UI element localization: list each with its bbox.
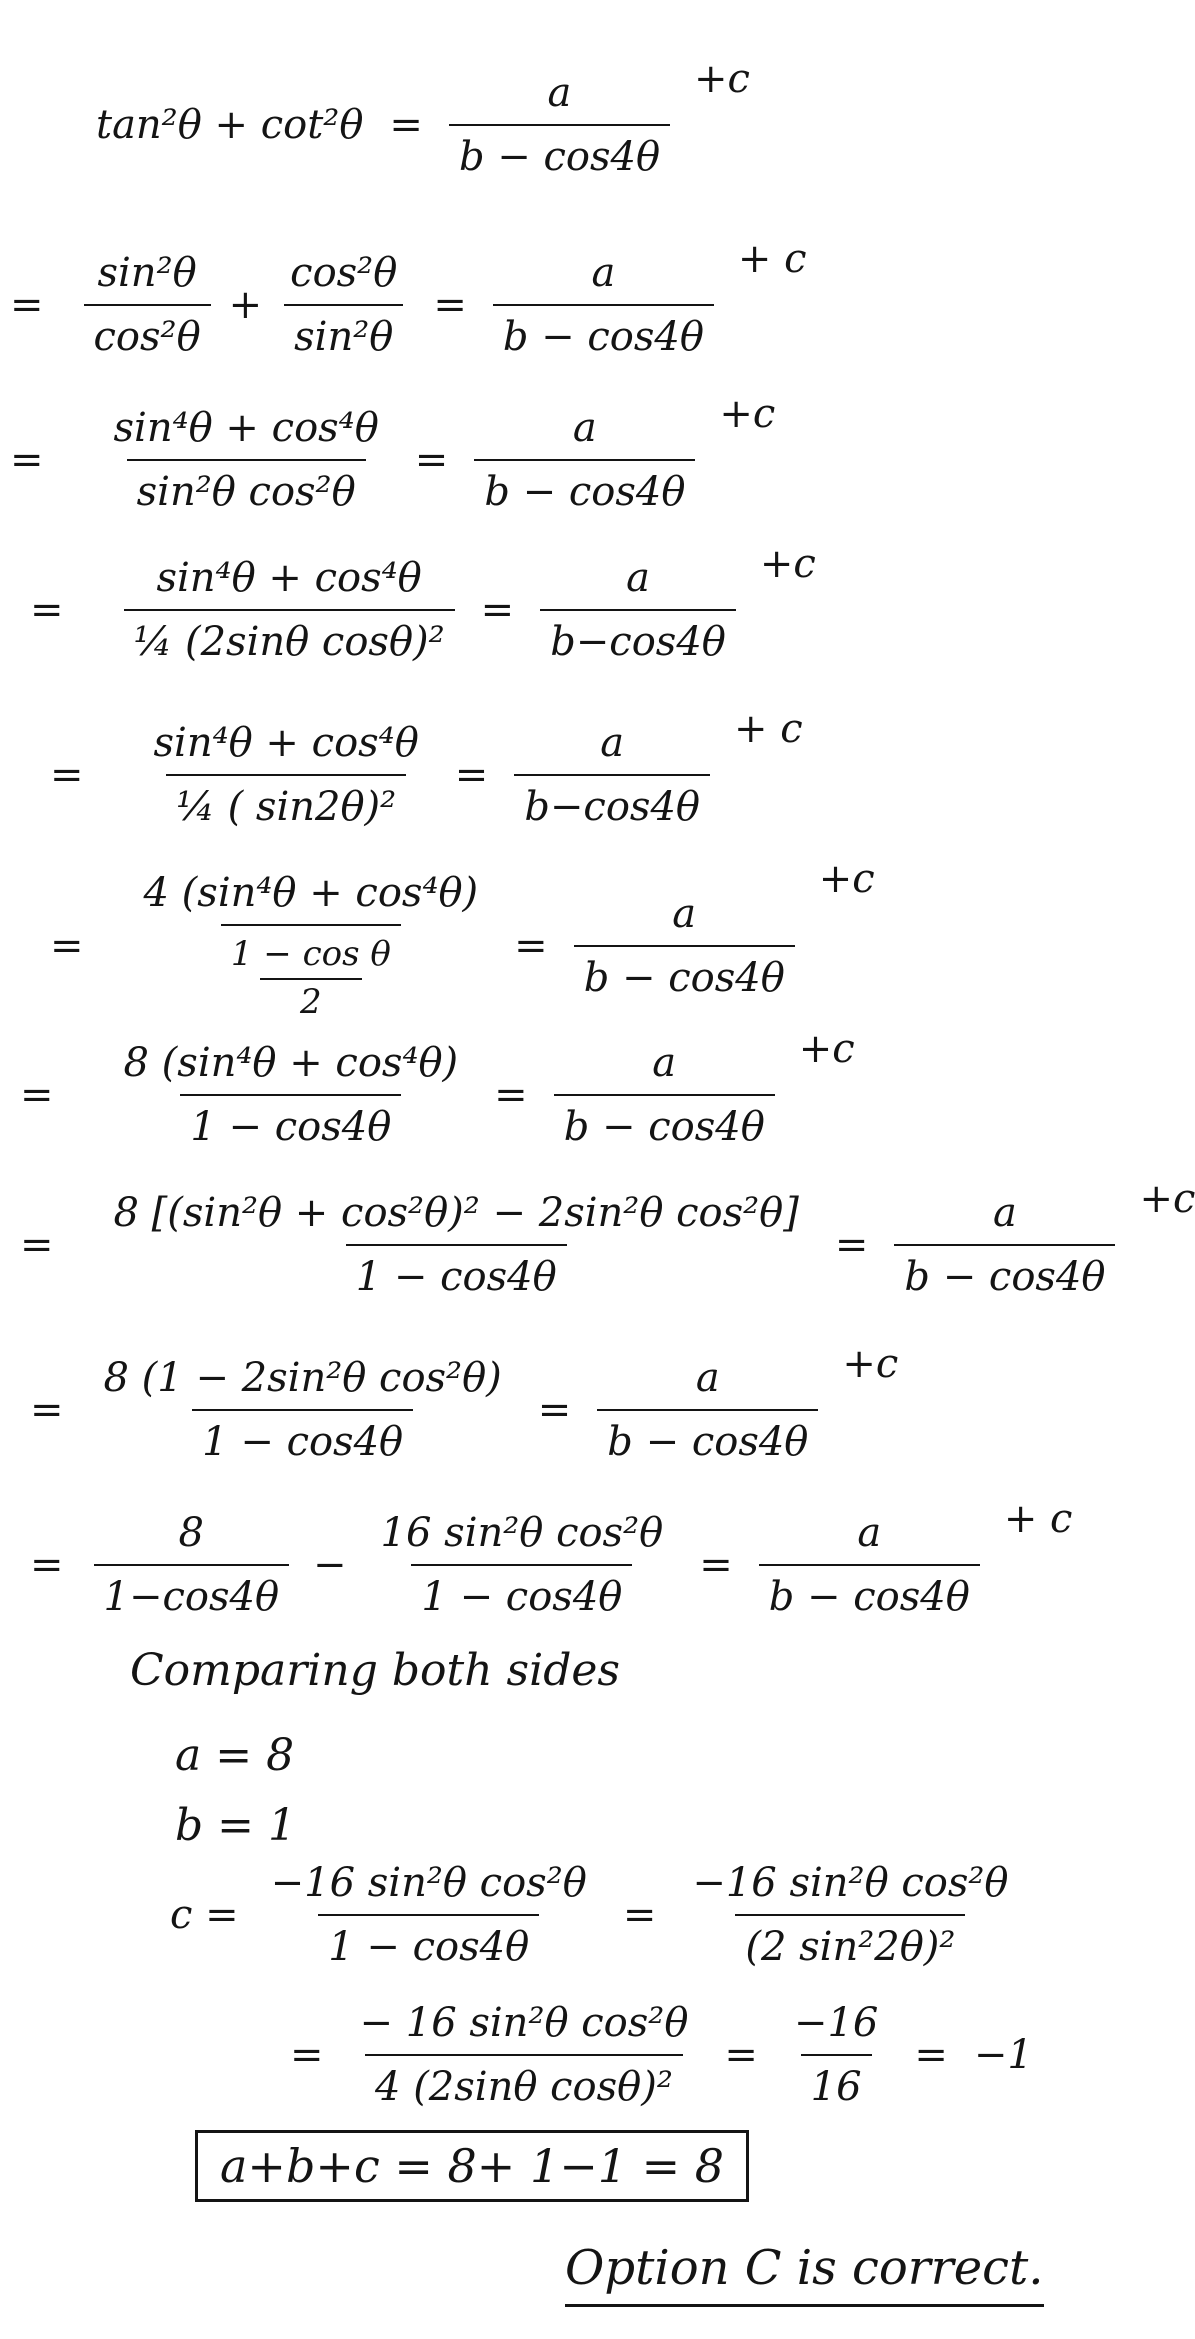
rhs-numerator: a	[547, 70, 572, 116]
lhs-fraction	[104, 1190, 809, 1300]
equation-line-step-5	[50, 856, 875, 1022]
equation-line-step-1	[10, 236, 807, 360]
equals-sign: =	[10, 282, 44, 328]
denominator: 1 − cos4θ	[346, 1244, 567, 1300]
denominator: 1 − cos4θ	[192, 1409, 413, 1465]
rhs-numerator: a	[572, 405, 597, 451]
equals-sign: =	[537, 1387, 572, 1433]
equals-sign: =	[10, 437, 44, 483]
rhs-constant: + c	[733, 706, 803, 752]
denominator: 1 − cos4θ	[411, 1564, 632, 1620]
inner-denominator: 2	[260, 978, 362, 1022]
equals-sign: =	[414, 437, 449, 483]
rhs-fraction	[574, 891, 795, 1001]
lhs-fraction-1	[84, 250, 211, 360]
lhs-fraction-2	[280, 250, 407, 360]
numerator: −16 sin²θ cos²θ	[270, 1860, 587, 1906]
rhs-fraction	[894, 1190, 1115, 1300]
rhs-constant: + c	[1003, 1496, 1073, 1542]
equals-sign: =	[50, 752, 84, 798]
rhs-denominator: b − cos4θ	[474, 459, 695, 515]
lhs-fraction-1	[94, 1510, 290, 1620]
equals-sign: =	[30, 587, 64, 633]
numerator: sin²θ	[97, 250, 197, 296]
rhs-fraction	[540, 555, 736, 665]
equation-line-step-4	[50, 706, 803, 830]
numerator: sin⁴θ + cos⁴θ	[153, 720, 419, 766]
rhs-constant: +c	[759, 541, 816, 587]
numerator: − 16 sin²θ cos²θ	[359, 2000, 689, 2046]
rhs-fraction	[493, 250, 714, 360]
numerator: 8 (sin⁴θ + cos⁴θ)	[123, 1040, 459, 1086]
rhs-numerator: a	[992, 1190, 1017, 1236]
lhs-fraction	[104, 405, 389, 515]
numerator: 4 (sin⁴θ + cos⁴θ)	[143, 870, 479, 916]
equation-line-step-2	[10, 391, 776, 515]
lhs-complex-fraction	[134, 870, 489, 1022]
rhs-denominator: b − cos4θ	[449, 124, 670, 180]
lhs-fraction-2	[371, 1510, 674, 1620]
denominator: 16	[801, 2054, 872, 2110]
denominator: 1 − cos4θ	[318, 1914, 539, 1970]
denominator: 1−cos4θ	[94, 1564, 290, 1620]
rhs-denominator: b − cos4θ	[574, 945, 795, 1001]
c-fraction-4	[784, 2000, 888, 2110]
lhs-fraction	[124, 555, 455, 665]
comparing-heading: Comparing both sides	[130, 1645, 620, 1696]
operator: −	[313, 1542, 347, 1588]
c-label: c =	[170, 1892, 239, 1938]
equals-sign: =	[514, 923, 548, 969]
denominator: ¼ (2sinθ cosθ)²	[124, 609, 455, 665]
b-value-line: b = 1	[175, 1800, 296, 1851]
a-value-line: a = 8	[175, 1730, 295, 1781]
equals-sign: =	[699, 1542, 733, 1588]
lhs-expression: tan²θ + cot²θ	[96, 102, 364, 148]
equals-sign: =	[914, 2032, 948, 2078]
c-fraction-3	[350, 2000, 699, 2110]
c-value-line	[170, 1860, 1019, 1970]
equals-sign: =	[20, 1072, 54, 1118]
rhs-numerator: a	[695, 1355, 720, 1401]
denominator: ¼ ( sin2θ)²	[166, 774, 406, 830]
rhs-denominator: b − cos4θ	[554, 1094, 775, 1150]
denominator: (2 sin²2θ)²	[735, 1914, 965, 1970]
equals-sign: =	[480, 587, 515, 633]
operator: +	[228, 282, 263, 328]
numerator: −16	[793, 2000, 879, 2046]
rhs-numerator: a	[652, 1040, 677, 1086]
rhs-constant: +c	[818, 856, 875, 902]
rhs-constant: +c	[1139, 1176, 1195, 1222]
rhs-constant: +c	[798, 1026, 855, 1072]
numerator: sin⁴θ + cos⁴θ	[156, 555, 422, 601]
rhs-numerator: a	[591, 250, 616, 296]
rhs-fraction	[597, 1355, 818, 1465]
equation-line-step-9	[30, 1496, 1073, 1620]
final-answer-box: a+b+c = 8+ 1−1 = 8	[195, 2130, 749, 2202]
equals-sign: =	[724, 2032, 758, 2078]
equals-sign: =	[834, 1222, 869, 1268]
equals-sign: =	[389, 102, 423, 148]
equals-sign: =	[433, 282, 467, 328]
equation-line-step-3	[30, 541, 816, 665]
rhs-fraction	[554, 1040, 775, 1150]
rhs-numerator: a	[600, 720, 625, 766]
rhs-fraction	[474, 405, 695, 515]
equals-sign: =	[50, 923, 84, 969]
rhs-fraction	[759, 1510, 980, 1620]
c-fraction-2	[682, 1860, 1018, 1970]
denominator: 4 (2sinθ cosθ)²	[365, 2054, 683, 2110]
denominator: sin²θ cos²θ	[127, 459, 366, 515]
rhs-denominator: b − cos4θ	[493, 304, 714, 360]
denominator: cos²θ	[84, 304, 211, 360]
numerator: cos²θ	[290, 250, 398, 296]
equals-sign: =	[622, 1892, 657, 1938]
equals-sign: =	[20, 1222, 54, 1268]
c-result: −1	[973, 2032, 1033, 2078]
rhs-constant: +c	[842, 1341, 899, 1387]
equation-line-step-6	[20, 1026, 855, 1150]
equation-line-given	[96, 56, 750, 180]
denominator: sin²θ	[284, 304, 403, 360]
equals-sign: =	[30, 1387, 64, 1433]
equation-line-step-7	[20, 1176, 1195, 1300]
rhs-constant: +c	[694, 56, 750, 102]
numerator: 16 sin²θ cos²θ	[380, 1510, 664, 1556]
rhs-constant: + c	[737, 236, 807, 282]
c-simplification-line	[290, 2000, 1033, 2110]
equals-sign: =	[30, 1542, 64, 1588]
numerator: −16 sin²θ cos²θ	[692, 1860, 1009, 1906]
rhs-numerator: a	[857, 1510, 882, 1556]
inner-numerator: 1 − cos θ	[230, 934, 391, 974]
numerator: 8	[178, 1510, 204, 1556]
rhs-fraction	[514, 720, 710, 830]
rhs-denominator: b − cos4θ	[759, 1564, 980, 1620]
rhs-denominator: b−cos4θ	[514, 774, 710, 830]
rhs-fraction	[449, 70, 670, 180]
lhs-fraction	[114, 1040, 469, 1150]
equation-line-step-8	[30, 1341, 899, 1465]
conclusion-text: Option C is correct.	[565, 2240, 1044, 2307]
rhs-denominator: b − cos4θ	[597, 1409, 818, 1465]
rhs-constant: +c	[719, 391, 776, 437]
equals-sign: =	[290, 2032, 324, 2078]
lhs-fraction	[94, 1355, 512, 1465]
denominator: 1 − cos4θ	[180, 1094, 401, 1150]
numerator: 8 [(sin²θ + cos²θ)² − 2sin²θ cos²θ]	[113, 1190, 799, 1236]
lhs-fraction	[144, 720, 429, 830]
rhs-numerator: a	[672, 891, 697, 937]
denominator	[221, 924, 401, 1022]
equals-sign: =	[494, 1072, 528, 1118]
equals-sign: =	[454, 752, 489, 798]
c-fraction-1	[261, 1860, 597, 1970]
rhs-denominator: b − cos4θ	[894, 1244, 1115, 1300]
numerator: 8 (1 − 2sin²θ cos²θ)	[103, 1355, 502, 1401]
rhs-denominator: b−cos4θ	[540, 609, 736, 665]
rhs-numerator: a	[626, 555, 650, 601]
numerator: sin⁴θ + cos⁴θ	[113, 405, 379, 451]
